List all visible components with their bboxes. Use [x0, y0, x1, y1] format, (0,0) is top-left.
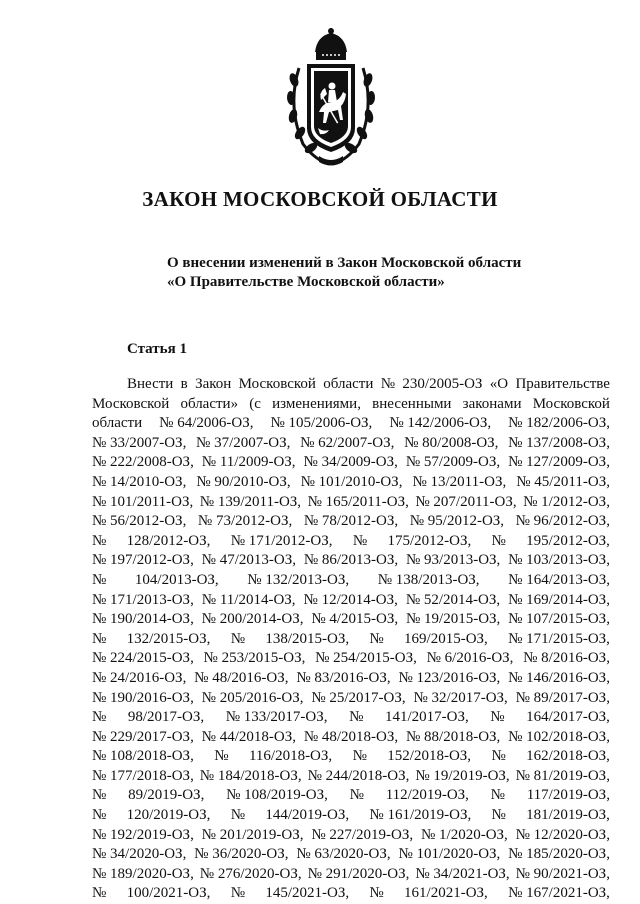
- body-line: [92, 865, 610, 885]
- body-word: № 224/2015-ОЗ,: [92, 650, 194, 667]
- body-word: № 182/2006-ОЗ,: [508, 415, 610, 432]
- body-word: № 244/2018-ОЗ,: [307, 767, 410, 784]
- body-line: [92, 414, 610, 434]
- body-word: № 57/2009-ОЗ,: [405, 454, 501, 471]
- body-word: № 80/2008-ОЗ,: [404, 434, 499, 451]
- body-word: №: [490, 787, 505, 804]
- body-word: № 127/2009-ОЗ,: [508, 454, 610, 471]
- body-word: № 4/2015-ОЗ,: [311, 611, 399, 628]
- body-word: № 11/2014-ОЗ,: [201, 591, 296, 608]
- body-word: № 56/2012-ОЗ,: [92, 513, 187, 530]
- body-line: [92, 512, 610, 532]
- body-word: Московской: [238, 376, 316, 392]
- body-word: №: [92, 532, 107, 549]
- body-word: № 123/2016-ОЗ,: [398, 669, 501, 686]
- body-word: № 34/2021-ОЗ,: [415, 865, 510, 882]
- body-word: № 89/2017-ОЗ,: [515, 689, 610, 706]
- body-word: № 12/2014-ОЗ,: [303, 591, 398, 608]
- body-word: 162/2018-ОЗ,: [526, 748, 610, 765]
- body-word: № 229/2017-ОЗ,: [92, 728, 194, 745]
- body-word: 117/2019-ОЗ,: [526, 787, 610, 804]
- body-word: № 14/2010-ОЗ,: [92, 473, 187, 490]
- body-word: № 33/2007-ОЗ,: [92, 434, 187, 451]
- body-word: № 90/2010-ОЗ,: [196, 473, 291, 490]
- body-word: № 139/2011-ОЗ,: [199, 493, 302, 510]
- body-word: Закон: [195, 376, 232, 392]
- body-line: [92, 747, 610, 767]
- body-line: [92, 473, 610, 493]
- body-word: 132/2015-ОЗ,: [126, 630, 211, 647]
- body-word: № 276/2020-ОЗ,: [199, 865, 302, 882]
- body-word: 89/2019-ОЗ,: [128, 787, 205, 804]
- body-line: [92, 532, 610, 552]
- body-word: № 190/2016-ОЗ,: [92, 689, 194, 706]
- body-word: №: [230, 807, 246, 824]
- body-line: [92, 395, 610, 415]
- body-word: № 107/2015-ОЗ,: [508, 611, 610, 628]
- body-word: 195/2012-ОЗ,: [526, 532, 610, 549]
- body-word: №: [214, 748, 229, 765]
- body-word: № 52/2014-ОЗ,: [405, 591, 501, 608]
- body-line: [92, 728, 610, 748]
- body-word: №: [92, 630, 107, 647]
- body-word: № 1/2020-ОЗ,: [420, 826, 508, 843]
- body-line: [92, 551, 610, 571]
- body-word: № 137/2008-ОЗ,: [508, 434, 610, 451]
- moscow-oblast-coat-of-arms-icon: [285, 28, 377, 170]
- body-word: № 44/2018-ОЗ,: [201, 728, 296, 745]
- body-word: законами: [462, 395, 522, 412]
- body-word: № 205/2016-ОЗ,: [201, 689, 304, 706]
- body-line: [92, 884, 610, 904]
- body-word: 181/2019-ОЗ,: [526, 807, 610, 824]
- body-word: № 86/2013-ОЗ,: [303, 552, 399, 569]
- body-word: «О: [489, 376, 509, 392]
- body-line: [92, 708, 610, 728]
- body-line: [92, 434, 610, 454]
- subtitle-line-2: «О Правительстве Московской области»: [167, 274, 445, 290]
- body-word: № 8/2016-ОЗ,: [523, 650, 610, 667]
- body-word: № 95/2012-ОЗ,: [409, 513, 505, 530]
- body-word: № 73/2012-ОЗ,: [197, 513, 293, 530]
- body-line: [92, 806, 610, 826]
- body-word: 169/2015-ОЗ,: [404, 630, 488, 647]
- body-word: № 207/2011-ОЗ,: [415, 493, 517, 510]
- body-word: № 189/2020-ОЗ,: [92, 865, 194, 882]
- body-word: № 12/2020-ОЗ,: [515, 826, 610, 843]
- body-word: № 102/2018-ОЗ,: [508, 728, 610, 745]
- body-word: № 34/2009-ОЗ,: [303, 454, 398, 471]
- body-word: № 253/2015-ОЗ,: [203, 650, 306, 667]
- body-word: № 184/2018-ОЗ,: [199, 767, 302, 784]
- article-body: [92, 375, 610, 904]
- body-word: № 254/2015-ОЗ,: [315, 650, 417, 667]
- body-word: №: [491, 748, 506, 765]
- body-word: 230/2005-ОЗ: [402, 376, 483, 392]
- law-subtitle: [167, 254, 521, 292]
- body-word: 128/2012-ОЗ,: [126, 532, 211, 549]
- body-word: 161/2021-ОЗ,: [404, 885, 488, 902]
- body-word: № 200/2014-ОЗ,: [201, 611, 304, 628]
- body-word: 104/2013-ОЗ,: [134, 571, 219, 588]
- body-word: №: [491, 532, 506, 549]
- body-word: 98/2017-ОЗ,: [127, 709, 205, 726]
- body-word: № 165/2011-ОЗ,: [307, 493, 409, 510]
- body-line: [92, 610, 610, 630]
- body-word: №: [369, 630, 384, 647]
- body-word: №: [92, 885, 107, 902]
- body-word: 116/2018-ОЗ,: [248, 748, 333, 765]
- body-word: № 197/2012-ОЗ,: [92, 552, 194, 569]
- body-word: № 291/2020-ОЗ,: [307, 865, 410, 882]
- body-line: [92, 493, 610, 513]
- document-title: ЗАКОН МОСКОВСКОЙ ОБЛАСТИ: [142, 187, 498, 211]
- body-word: № 25/2017-ОЗ,: [311, 689, 406, 706]
- body-word: № 47/2013-ОЗ,: [201, 552, 296, 569]
- body-word: №: [380, 376, 396, 392]
- body-word: № 1/2012-ОЗ,: [523, 493, 610, 510]
- subtitle-line-1: О внесении изменений в Закон Московской области: [167, 255, 522, 271]
- body-word: № 201/2019-ОЗ,: [201, 826, 304, 843]
- body-word: № 146/2016-ОЗ,: [508, 669, 610, 686]
- body-word: 100/2021-ОЗ,: [126, 885, 211, 902]
- body-word: № 62/2007-ОЗ,: [300, 434, 395, 451]
- body-word: № 32/2017-ОЗ,: [413, 689, 508, 706]
- body-line: [92, 669, 610, 689]
- body-word: в: [180, 376, 188, 392]
- body-word: № 171/2015-ОЗ,: [508, 630, 610, 647]
- body-word: Правительстве: [515, 376, 610, 392]
- body-word: № 24/2016-ОЗ,: [92, 669, 187, 686]
- body-word: № 19/2019-ОЗ,: [415, 767, 510, 784]
- body-word: №: [490, 709, 505, 726]
- body-word: № 138/2013-ОЗ,: [377, 571, 480, 588]
- body-word: 120/2019-ОЗ,: [126, 807, 211, 824]
- body-word: № 48/2016-ОЗ,: [194, 669, 289, 686]
- body-word: № 36/2020-ОЗ,: [194, 846, 289, 863]
- body-word: (с: [249, 395, 261, 412]
- body-line: [92, 630, 610, 650]
- body-word: №: [230, 630, 246, 647]
- body-word: № 96/2012-ОЗ,: [515, 513, 610, 530]
- body-word: 141/2017-ОЗ,: [384, 709, 469, 726]
- body-word: № 6/2016-ОЗ,: [426, 650, 514, 667]
- body-word: № 227/2019-ОЗ,: [311, 826, 414, 843]
- body-word: 112/2019-ОЗ,: [385, 787, 469, 804]
- body-word: № 167/2021-ОЗ,: [508, 885, 610, 902]
- body-word: № 161/2019-ОЗ,: [369, 807, 472, 824]
- body-word: № 93/2013-ОЗ,: [405, 552, 501, 569]
- body-word: № 34/2020-ОЗ,: [92, 846, 187, 863]
- body-word: №: [349, 787, 364, 804]
- body-word: № 164/2013-ОЗ,: [508, 571, 610, 588]
- body-word: № 45/2011-ОЗ,: [516, 473, 610, 490]
- coat-of-arms-emblem: [285, 28, 377, 170]
- body-word: №: [92, 807, 107, 824]
- body-word: № 90/2021-ОЗ,: [515, 865, 610, 882]
- body-word: области: [92, 415, 143, 432]
- body-line: [92, 845, 610, 865]
- body-word: №: [349, 709, 364, 726]
- body-word: № 88/2018-ОЗ,: [405, 728, 501, 745]
- body-word: № 222/2008-ОЗ,: [92, 454, 194, 471]
- body-word: № 37/2007-ОЗ,: [196, 434, 291, 451]
- body-word: 164/2017-ОЗ,: [526, 709, 610, 726]
- body-word: №: [92, 571, 107, 588]
- body-word: № 108/2019-ОЗ,: [226, 787, 328, 804]
- body-word: № 142/2006-ОЗ,: [389, 415, 492, 432]
- body-word: № 48/2018-ОЗ,: [303, 728, 399, 745]
- body-word: № 105/2006-ОЗ,: [270, 415, 373, 432]
- body-word: № 64/2006-ОЗ,: [159, 415, 254, 432]
- body-word: № 132/2013-ОЗ,: [247, 571, 350, 588]
- body-line: [92, 826, 610, 846]
- body-word: Московской: [92, 395, 170, 412]
- body-word: № 19/2015-ОЗ,: [405, 611, 501, 628]
- body-line: [92, 591, 610, 611]
- body-word: № 78/2012-ОЗ,: [303, 513, 399, 530]
- body-word: № 185/2020-ОЗ,: [508, 846, 610, 863]
- body-line: [92, 649, 610, 669]
- body-word: 175/2012-ОЗ,: [387, 532, 472, 549]
- body-line: [92, 786, 610, 806]
- body-word: № 177/2018-ОЗ,: [92, 767, 194, 784]
- body-word: №: [369, 885, 384, 902]
- body-word: №: [92, 709, 107, 726]
- body-word: № 83/2016-ОЗ,: [296, 669, 391, 686]
- body-line: [92, 571, 610, 591]
- body-word: № 171/2013-ОЗ,: [92, 591, 194, 608]
- body-word: № 169/2014-ОЗ,: [508, 591, 610, 608]
- body-line: [92, 375, 610, 395]
- body-word: №: [230, 885, 246, 902]
- body-word: №: [352, 748, 367, 765]
- body-word: № 171/2012-ОЗ,: [230, 532, 333, 549]
- body-word: внесенными: [372, 395, 452, 412]
- body-word: 145/2021-ОЗ,: [265, 885, 350, 902]
- body-word: Московской: [532, 395, 610, 412]
- body-word: области: [323, 376, 374, 392]
- body-word: Внести: [127, 376, 174, 392]
- body-word: № 11/2009-ОЗ,: [201, 454, 296, 471]
- body-word: № 103/2013-ОЗ,: [508, 552, 610, 569]
- body-word: № 108/2018-ОЗ,: [92, 748, 194, 765]
- body-word: № 101/2010-ОЗ,: [300, 473, 403, 490]
- body-word: №: [92, 787, 107, 804]
- body-word: 152/2018-ОЗ,: [387, 748, 472, 765]
- article-heading: Статья 1: [127, 341, 187, 357]
- body-word: № 13/2011-ОЗ,: [412, 473, 507, 490]
- body-word: № 101/2020-ОЗ,: [398, 846, 501, 863]
- body-line: [92, 689, 610, 709]
- body-word: № 81/2019-ОЗ,: [515, 767, 610, 784]
- body-word: № 133/2017-ОЗ,: [225, 709, 328, 726]
- body-word: 138/2015-ОЗ,: [265, 630, 350, 647]
- body-word: № 192/2019-ОЗ,: [92, 826, 194, 843]
- body-word: 144/2019-ОЗ,: [265, 807, 350, 824]
- body-word: №: [352, 532, 368, 549]
- body-word: № 101/2011-ОЗ,: [92, 493, 194, 510]
- body-line: [92, 453, 610, 473]
- body-line: [92, 767, 610, 787]
- body-word: области»: [180, 395, 239, 412]
- body-word: №: [491, 807, 506, 824]
- body-word: № 190/2014-ОЗ,: [92, 611, 194, 628]
- body-word: № 63/2020-ОЗ,: [296, 846, 391, 863]
- body-word: изменениями,: [272, 395, 361, 412]
